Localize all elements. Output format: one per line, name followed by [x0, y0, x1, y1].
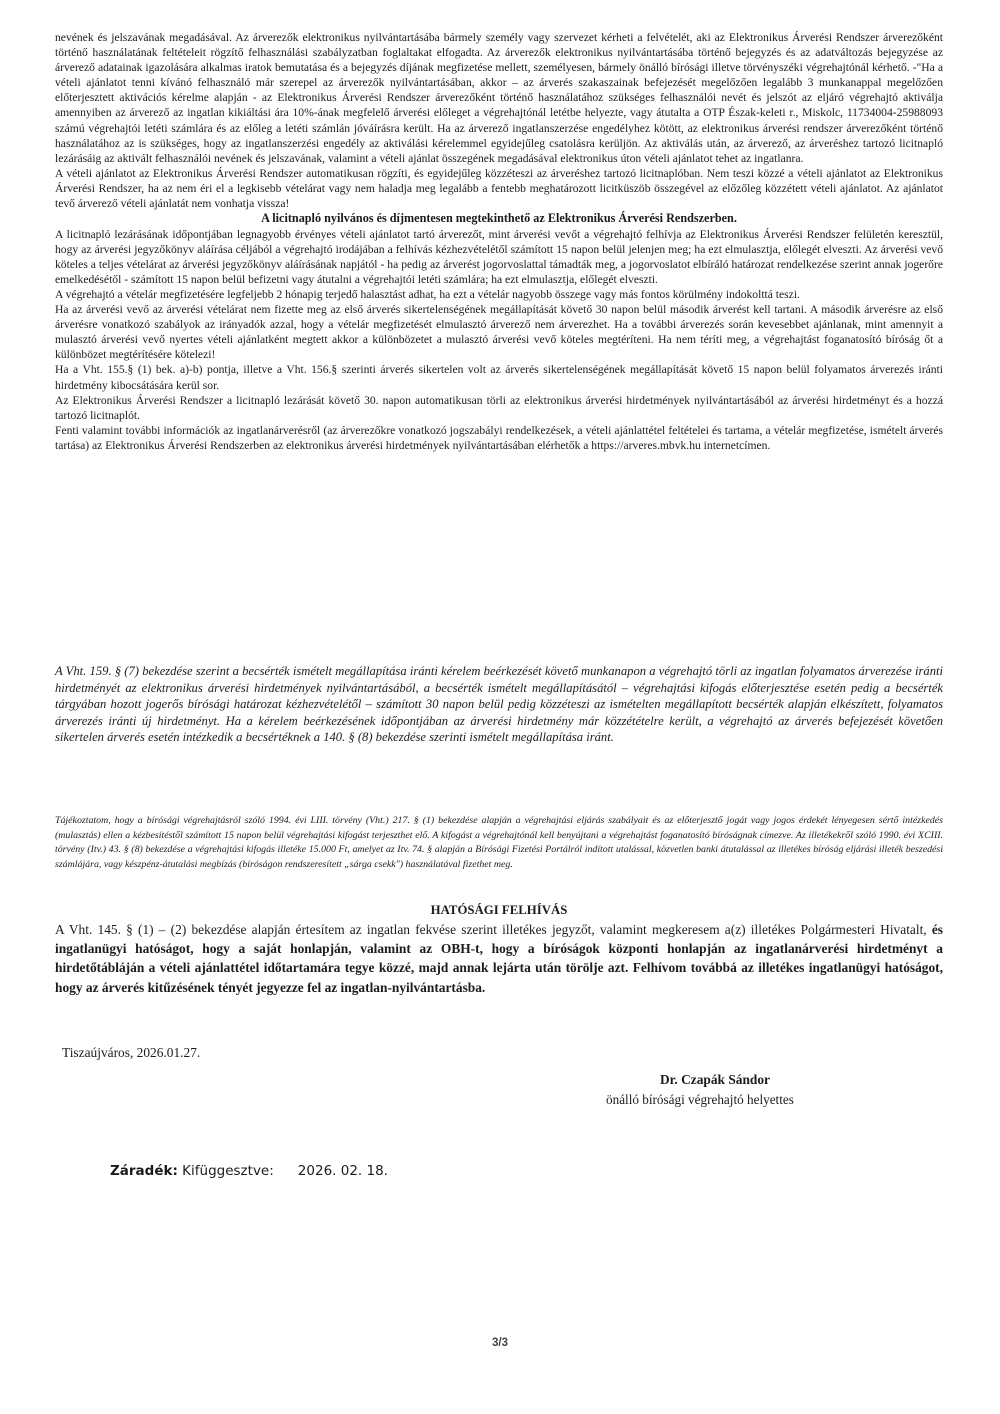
paragraph-authority-notice — [55, 920, 943, 997]
signer-name: Dr. Czapák Sándor — [660, 1072, 771, 1087]
signer-title: önálló bírósági végrehajtó helyettes — [606, 1092, 794, 1107]
paragraph-second-auction: Ha az árverési vevő az árverési vételárat nem fizette meg az első árverés sikertelenségének megállapítását követő 30 napon belül második árverést kell tartani. A második árverésre az első árverésre vonatkozó szabályok az irányadók azzal, hogy a vételár megfizetését elmulasztó árverező nem árverezhet. Ha a további árverezés során kevesebbet ajánlanak, mint amennyit a mulasztó árverési vevő nyertes vételi ajánlatként megtett akkor a különbözetet a mulasztó árverési vevő köteles megtéríteni. Ha nem téríti meg, a végrehajtást foganatosító bíróság őt a különbözet megtérítésére kötelezi! — [55, 303, 943, 362]
paragraph-deletion: Az Elektronikus Árverési Rendszer a licitnapló lezárását követő 30. napon automatikusan törli az elektronikus árverési hirdetmények nyilvántartásából az árverési hirdetményt és a hozzá tartozó licitnaplót. — [55, 393, 943, 422]
heading-hatosagi-felhivas: HATÓSÁGI FELHÍVÁS — [430, 903, 568, 917]
paragraph-registration: nevének és jelszavának megadásával. Az árverezők elektronikus nyilvántartásába bármely személy vagy szervezet kérheti a felvételét, aki az Elektronikus Árverési Rendszer árverezőként történő használatának feltételeit rögzítő felhasználási szabályzatban foglaltakat elfogadta. Az árverezők elektronikus nyilvántartásába történő bejegyzés és az adatváltozás bejegyzése az árverező adatainak igazolására alkalmas iratok bemutatása és a bejegyzés díjának megfizetése mellett, személyesen, bármely önálló bírósági illetve törvényszéki végrehajtónál kérhető. -"Ha a vételi ajánlatot tenni kívánó felhasználó már szerepel az árverezők nyilvántartásában, akkor – az árverés szakaszainak befejezését megelőzően legalább 3 munkanappal megelőzően előterjesztett aktivációs kérelme alapján - az Elektronikus Árverési Rendszer árverezőként történő használatához szükséges felhasználói nevét és jelszót az eljáró végrehajtó aktiválja amennyiben az árverező az ingatlan kikiáltási ára 10%-ának megfelelő árverési előleget a végrehajtónál letétbe helyezte, vagy átutalta a OTP Észak-keleti r., Miskolc, 11734004-25988093 számú végrehajtói letéti számlára és az előleg a letéti számlán jóváírásra került. Ha az árverező ingatlanszerzése engedélyhez kötött, az elektronikus árverési rendszer árverezőként történő használatához az is szükséges, hogy az ingatlanszerzési engedély az aktiválási kérelemmel egyidejűleg csatolásra kerüljön. Az aktiválás után, az árverező, az árveréshez tartozó licitnapló lezárásáig az aktivált felhasználói nevének és jelszavának, valamint a vételi ajánlat összegének megadásával elektronikus úton vételi ajánlatot tehet az ingatlanra. — [55, 31, 943, 165]
heading-licitnaplo: A licitnapló nyilvános és díjmentesen megtekinthető az Elektronikus Árverési Rendszerben. — [261, 211, 737, 226]
clause-line — [110, 1163, 388, 1179]
place-and-date: Tiszaújváros, 2026.01.27. — [62, 1045, 201, 1060]
page-number: 3/3 — [492, 1337, 508, 1349]
paragraph-legal-remedy: Tájékoztatom, hogy a bírósági végrehajtásról szóló 1994. évi LIII. törvény (Vht.) 217. § (1) bekezdése alapján a végrehajtási eljárás szabályait és az előterjesztő jogát vagy jogos érdekét lényegesen sértő intézkedés (mulasztás) ellen a kézbesítéstől számított 15 napon belül végrehajtási kifogást terjeszthet elő. A kifogást a végrehajtónál kell benyújtani a végrehajtást foganatosító bíróságnak címezve. Az illetékekről szóló 1990. évi XCIII. törvény (Itv.) 43. § (8) bekezdése a végrehajtási kifogás illetéke 15.000 Ft, amelyet az Itv. 74. § alapján a Bírósági Fizetési Portálról indított utalással, közvetlen banki átutalással az illetékes bíróság eljárási illeték beszedési számlájára, vagy készpénz-átutalási megbízás (bíróságon rendszeresített „sárga csekk") használatával fizethet meg. — [55, 815, 943, 870]
main-body — [55, 30, 943, 453]
paragraph-revaluation: A Vht. 159. § (7) bekezdése szerint a becsérték ismételt megállapítása iránti kérelem beérkezését követő munkanapon a végrehajtó törli az ingatlan folyamatos árverezése iránti hirdetményét az elektronikus árverési hirdetmények nyilvántartásából, a becsérték ismételt megállapításától – végrehajtási kifogás előterjesztése esetén pedig a becsérték tárgyában hozott jogerős bírósági határozat kézhezvételétől – számított 30 napon belül pedig közzéteszi az ismételten megállapított becsérték alapján elkészített, folyamatos árverezés iránti új hirdetményt. Ha a kérelem beérkezésének időpontjában az árverési hirdetmény már közzétételre került, a végrehajtó az árverés befejezését követően sikertelen árverés esetén intézkedik a becsértéknek a 140. § (8) bekezdése szerinti ismételt megállapítása iránt. — [55, 664, 943, 745]
paragraph-continuous-auction: Ha a Vht. 155.§ (1) bek. a)-b) pontja, illetve a Vht. 156.§ szerinti árverés sikertelen volt az árverés sikertelenségének megállapítását követő 15 napon belül folyamatos árverezés iránti hirdetmény kibocsátására kerül sor. — [55, 363, 943, 392]
notice-normal-text: A Vht. 145. § (1) – (2) bekezdése alapján értesítem az ingatlan fekvése szerint illetékes jegyzőt, valamint megkeresem a(z) illetékes Polgármesteri Hivatalt, — [55, 922, 927, 937]
clause-text: Kifüggesztve: — [182, 1163, 274, 1179]
paragraph-buyer-obligations: A licitnapló lezárásának időpontjában legnagyobb érvényes vételi ajánlatot tartó árverezőt, mint árverési vevőt a végrehajtó felhívja az Elektronikus Árverési Rendszer felületén keresztül, hogy az árverési jegyzőkönyv aláírása céljából a végrehajtó irodájában a felhívás kézhezvételétől számított 15 napon belül jelenjen meg; ha ezt elmulasztja, előlegét elveszti. Az árverési vevő köteles a teljes vételárat az árverési jegyzőkönyv aláírásának napjától - ha pedig az árverést jogorvoslattal támadták meg, a jogorvoslatot elbíráló határozat rendelkezése szerint annak jogerőre emelkedésétől - számított 15 napon belül befizetni vagy átutalni a végrehajtói letéti számlára; ha ezt elmulasztja, előlegét elveszti. — [55, 227, 943, 286]
clause-label: Záradék: — [110, 1163, 178, 1179]
notice-bold-text: és ingatlanügyi hatóságot, hogy a saját honlapján, valamint az OBH-t, hogy a bíróságok központi honlapján az ingatlanárverési hirdetményt a hirdetőtábláján a vételi ajánlattétel időtartamára tegye közzé, majd annak lejárta után törölje azt. Felhívom továbbá az illetékes ingatlanügyi hatóságot, hogy az árverés kitűzésének tényét jegyezze fel az ingatlan-nyilvántartásba. — [55, 922, 943, 995]
paragraph-bid-recording: A vételi ajánlatot az Elektronikus Árverési Rendszer automatikusan rögzíti, és egyidejűleg közzéteszi az árveréshez tartozó licitnaplóban. Nem teszi közzé a vételi ajánlatot az Elektronikus Árverési Rendszer, ha az nem éri el a legkisebb vételárat vagy nem haladja meg legalább a fentebb meghatározott licitküszöb összegével az előzőleg közzétett vételi ajánlatot. Az ajánlatot tevő árverező vételi ajánlatát nem vonhatja vissza! — [55, 166, 943, 211]
paragraph-further-info: Fenti valamint további információk az ingatlanárverésről (az árverezőkre vonatkozó jogszabályi rendelkezések, a vételi ajánlattétel feltételei és tartama, a vételár megfizetése, ismételt árverés tartása) az Elektronikus Árverési Rendszerben az elektronikus árverési hirdetmények nyilvántartásában elérhetők a https://arveres.mbvk.hu internetcímen. — [55, 423, 943, 452]
paragraph-payment-deferral: A végrehajtó a vételár megfizetésére legfeljebb 2 hónapig terjedő halasztást adhat, ha ezt a vételár nagyobb összege vagy más fontos körülmény indokolttá teszi. — [55, 288, 800, 301]
clause-date: 2026. 02. 18. — [297, 1163, 388, 1179]
